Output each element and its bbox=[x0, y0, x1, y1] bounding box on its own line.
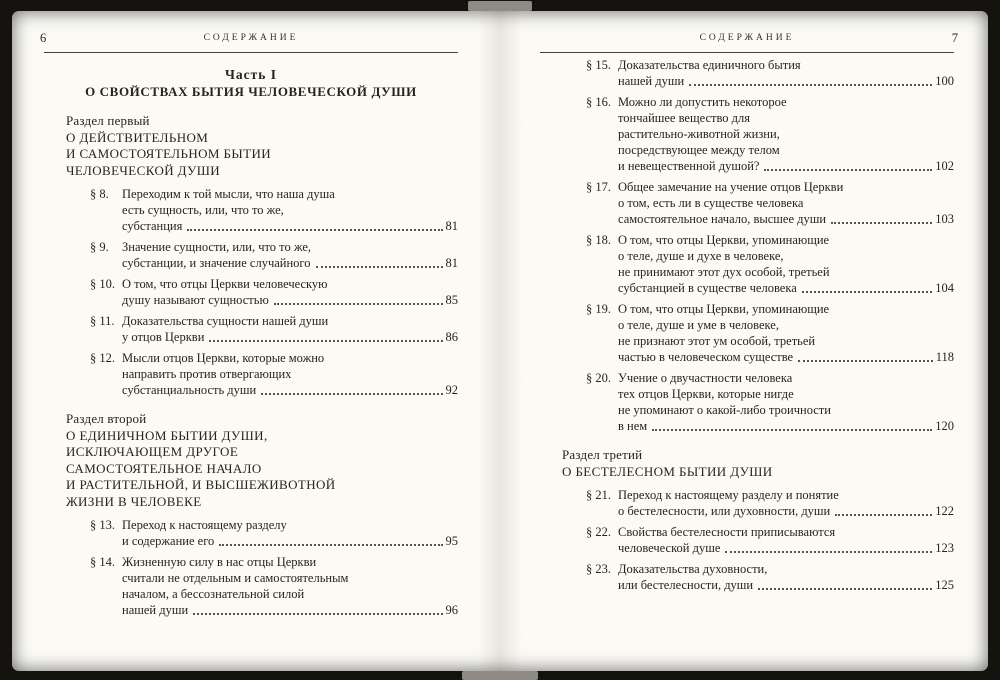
entry-last-line bbox=[122, 255, 458, 271]
dot-leader bbox=[725, 551, 932, 553]
right-running-head: СОДЕРЖАНИЕ bbox=[699, 33, 795, 43]
section-title-line: ЖИЗНИ В ЧЕЛОВЕКЕ bbox=[66, 493, 202, 509]
entry-number: § 13. bbox=[90, 518, 115, 532]
entry-line: о теле, душе и уме в человеке, bbox=[618, 318, 779, 332]
section-title-line: САМОСТОЯТЕЛЬНОЕ НАЧАЛО bbox=[66, 460, 262, 476]
book-top-edge bbox=[468, 1, 532, 11]
entry-line: о теле, душе и духе в человеке, bbox=[618, 249, 784, 263]
part-label: Часть I bbox=[224, 67, 278, 82]
entry-page-ref: 86 bbox=[445, 330, 458, 344]
entry-line: Жизненную силу в нас отцы Церкви bbox=[122, 555, 317, 569]
toc-entry bbox=[540, 57, 954, 89]
entry-line-text: и невещественной душой? bbox=[618, 159, 760, 173]
entry-line-text: субстанцией в существе человека bbox=[618, 281, 797, 295]
dot-leader bbox=[193, 613, 442, 615]
entry-last-line bbox=[122, 329, 458, 345]
left-header-rule bbox=[44, 52, 458, 53]
entry-line: О том, что отцы Церкви человеческую bbox=[122, 277, 328, 291]
entry-number: § 12. bbox=[90, 351, 115, 365]
entry-line-text: частью в человеческом существе bbox=[618, 350, 794, 364]
part-heading bbox=[44, 66, 458, 100]
entry-page-ref: 120 bbox=[935, 419, 954, 433]
toc-entry bbox=[44, 239, 458, 271]
dot-leader bbox=[187, 229, 442, 231]
right-page-header bbox=[540, 31, 958, 46]
entry-line: началом, а бессознательной силой bbox=[122, 587, 305, 601]
toc-entry bbox=[44, 276, 458, 308]
entry-line: тончайшее вещество для bbox=[618, 111, 751, 125]
left-page-blocks bbox=[44, 113, 458, 618]
section-title-line: И РАСТИТЕЛЬНОЙ, И ВЫСШЕЖИВОТНОЙ bbox=[66, 477, 336, 492]
toc-entry bbox=[44, 186, 458, 234]
entry-line: направить против отвергающих bbox=[122, 367, 292, 381]
entry-line-text: субстанция bbox=[122, 219, 183, 233]
entry-line: есть сущность, или, что то же, bbox=[122, 203, 284, 217]
entry-number: § 9. bbox=[90, 240, 109, 254]
dot-leader bbox=[261, 393, 442, 395]
entry-page-ref: 81 bbox=[445, 256, 458, 270]
entry-page-ref: 122 bbox=[935, 504, 954, 518]
toc-entry bbox=[540, 561, 954, 593]
toc-entry bbox=[540, 487, 954, 519]
entry-number: § 16. bbox=[586, 95, 611, 109]
toc-section-heading bbox=[66, 113, 458, 179]
entry-page-ref: 118 bbox=[935, 350, 954, 364]
entry-line-text: и содержание его bbox=[122, 534, 215, 548]
section-title-line: И САМОСТОЯТЕЛЬНОМ БЫТИИ bbox=[66, 146, 272, 161]
dot-leader bbox=[689, 84, 932, 86]
entry-number: § 14. bbox=[90, 555, 115, 569]
entry-number: § 20. bbox=[586, 371, 611, 385]
entry-last-line bbox=[122, 602, 458, 618]
toc-entry bbox=[44, 554, 458, 618]
part-title: О СВОЙСТВАХ БЫТИЯ ЧЕЛОВЕЧЕСКОЙ ДУШИ bbox=[85, 84, 417, 99]
entry-number: § 11. bbox=[90, 314, 115, 328]
left-page-number: 6 bbox=[40, 31, 47, 45]
entry-number: § 22. bbox=[586, 525, 611, 539]
right-header-rule bbox=[540, 52, 954, 53]
section-label: Раздел второй bbox=[66, 411, 147, 426]
entry-line-text: или бестелесности, души bbox=[618, 578, 754, 592]
book-spread bbox=[12, 11, 988, 671]
entry-page-ref: 100 bbox=[935, 74, 954, 88]
entry-page-ref: 95 bbox=[445, 534, 458, 548]
left-page-header bbox=[40, 31, 458, 46]
entry-last-line bbox=[618, 503, 954, 519]
left-page bbox=[12, 11, 498, 671]
book-bottom-edge bbox=[462, 671, 538, 680]
toc-entry bbox=[540, 524, 954, 556]
toc-entry bbox=[540, 94, 954, 174]
entry-page-ref: 103 bbox=[935, 212, 954, 226]
entry-page-ref: 125 bbox=[935, 578, 954, 592]
entry-line: растительно-животной жизни, bbox=[618, 127, 780, 141]
entry-last-line bbox=[122, 382, 458, 398]
entry-line: тех отцов Церкви, которые нигде bbox=[618, 387, 794, 401]
section-title-line: ИСКЛЮЧАЮЩЕМ ДРУГОЕ bbox=[66, 444, 239, 459]
section-label: Раздел первый bbox=[66, 113, 150, 128]
entry-line: не упоминают о какой-либо троичности bbox=[618, 403, 831, 417]
entry-line: Переходим к той мысли, что наша душа bbox=[122, 187, 335, 201]
entry-line: считали не отдельным и самостоятельным bbox=[122, 571, 349, 585]
entry-line: Общее замечание на учение отцов Церкви bbox=[618, 180, 844, 194]
right-page bbox=[498, 11, 988, 671]
dot-leader bbox=[209, 340, 442, 342]
entry-page-ref: 123 bbox=[935, 541, 954, 555]
entry-line-text: субстанции, и значение случайного bbox=[122, 256, 311, 270]
dot-leader bbox=[316, 266, 443, 268]
dot-leader bbox=[758, 588, 932, 590]
entry-line-text: нашей души bbox=[122, 603, 189, 617]
toc-entry bbox=[540, 301, 954, 365]
section-label: Раздел третий bbox=[562, 447, 643, 462]
entry-line-text: душу называют сущностью bbox=[122, 293, 269, 307]
left-running-head: СОДЕРЖАНИЕ bbox=[203, 33, 299, 43]
entry-line-text: нашей души bbox=[618, 74, 685, 88]
section-title-line: ЧЕЛОВЕЧЕСКОЙ ДУШИ bbox=[66, 162, 221, 178]
entry-last-line bbox=[618, 73, 954, 89]
dot-leader bbox=[274, 303, 443, 305]
entry-line: о том, есть ли в существе человека bbox=[618, 196, 804, 210]
dot-leader bbox=[831, 222, 932, 224]
entry-line-text: о бестелесности, или духовности, души bbox=[618, 504, 831, 518]
entry-last-line bbox=[618, 577, 954, 593]
entry-line-text: у отцов Церкви bbox=[122, 330, 205, 344]
entry-page-ref: 85 bbox=[445, 293, 458, 307]
entry-number: § 19. bbox=[586, 302, 611, 316]
entry-number: § 23. bbox=[586, 562, 611, 576]
entry-line: О том, что отцы Церкви, упоминающие bbox=[618, 233, 830, 247]
entry-line-text: в нем bbox=[618, 419, 648, 433]
entry-line: О том, что отцы Церкви, упоминающие bbox=[618, 302, 830, 316]
entry-line: Доказательства единичного бытия bbox=[618, 58, 801, 72]
entry-number: § 17. bbox=[586, 180, 611, 194]
entry-line: Доказательства сущности нашей души bbox=[122, 314, 329, 328]
entry-line: Значение сущности, или, что то же, bbox=[122, 240, 311, 254]
entry-number: § 15. bbox=[586, 58, 611, 72]
toc-entry bbox=[44, 517, 458, 549]
toc-entry bbox=[44, 313, 458, 345]
entry-line-text: человеческой душе bbox=[618, 541, 721, 555]
entry-line-text: самостоятельное начало, высшее души bbox=[618, 212, 827, 226]
entry-last-line bbox=[122, 218, 458, 234]
entry-number: § 8. bbox=[90, 187, 109, 201]
toc-section-heading bbox=[66, 411, 458, 510]
entry-line-text: субстанциальность души bbox=[122, 383, 257, 397]
entry-line: посредствующее между телом bbox=[618, 143, 780, 157]
entry-number: § 10. bbox=[90, 277, 115, 291]
entry-page-ref: 81 bbox=[445, 219, 458, 233]
entry-last-line bbox=[618, 158, 954, 174]
entry-page-ref: 92 bbox=[445, 383, 458, 397]
entry-last-line bbox=[618, 349, 954, 365]
entry-line: Переход к настоящему разделу bbox=[122, 518, 287, 532]
entry-number: § 18. bbox=[586, 233, 611, 247]
entry-page-ref: 102 bbox=[935, 159, 954, 173]
right-page-number: 7 bbox=[951, 31, 958, 45]
entry-last-line bbox=[122, 533, 458, 549]
entry-line: не признают этот ум особой, третьей bbox=[618, 334, 816, 348]
entry-line: Свойства бестелесности приписываются bbox=[618, 525, 836, 539]
toc-entry bbox=[44, 350, 458, 398]
toc-entry bbox=[540, 179, 954, 227]
entry-line: Мысли отцов Церкви, которые можно bbox=[122, 351, 325, 365]
entry-line: Можно ли допустить некоторое bbox=[618, 95, 787, 109]
entry-page-ref: 104 bbox=[935, 281, 954, 295]
dot-leader bbox=[802, 291, 932, 293]
entry-last-line bbox=[618, 211, 954, 227]
toc-entry bbox=[540, 370, 954, 434]
section-title-line: О ЕДИНИЧНОМ БЫТИИ ДУШИ, bbox=[66, 427, 268, 443]
entry-last-line bbox=[618, 418, 954, 434]
toc-section-heading bbox=[562, 447, 954, 480]
entry-page-ref: 96 bbox=[445, 603, 458, 617]
entry-line: Учение о двучастности человека bbox=[618, 371, 793, 385]
entry-last-line bbox=[122, 292, 458, 308]
dot-leader bbox=[219, 544, 442, 546]
entry-line: не принимают этот дух особой, третьей bbox=[618, 265, 830, 279]
entry-number: § 21. bbox=[586, 488, 611, 502]
entry-last-line bbox=[618, 280, 954, 296]
right-page-blocks bbox=[540, 57, 954, 593]
entry-line: Доказательства духовности, bbox=[618, 562, 768, 576]
section-title-line: О ДЕЙСТВИТЕЛЬНОМ bbox=[66, 129, 209, 145]
dot-leader bbox=[798, 360, 933, 362]
dot-leader bbox=[764, 169, 932, 171]
entry-last-line bbox=[618, 540, 954, 556]
dot-leader bbox=[835, 514, 932, 516]
entry-line: Переход к настоящему разделу и понятие bbox=[618, 488, 839, 502]
section-title-line: О БЕСТЕЛЕСНОМ БЫТИИ ДУШИ bbox=[562, 463, 773, 479]
toc-entry bbox=[540, 232, 954, 296]
dot-leader bbox=[652, 429, 932, 431]
